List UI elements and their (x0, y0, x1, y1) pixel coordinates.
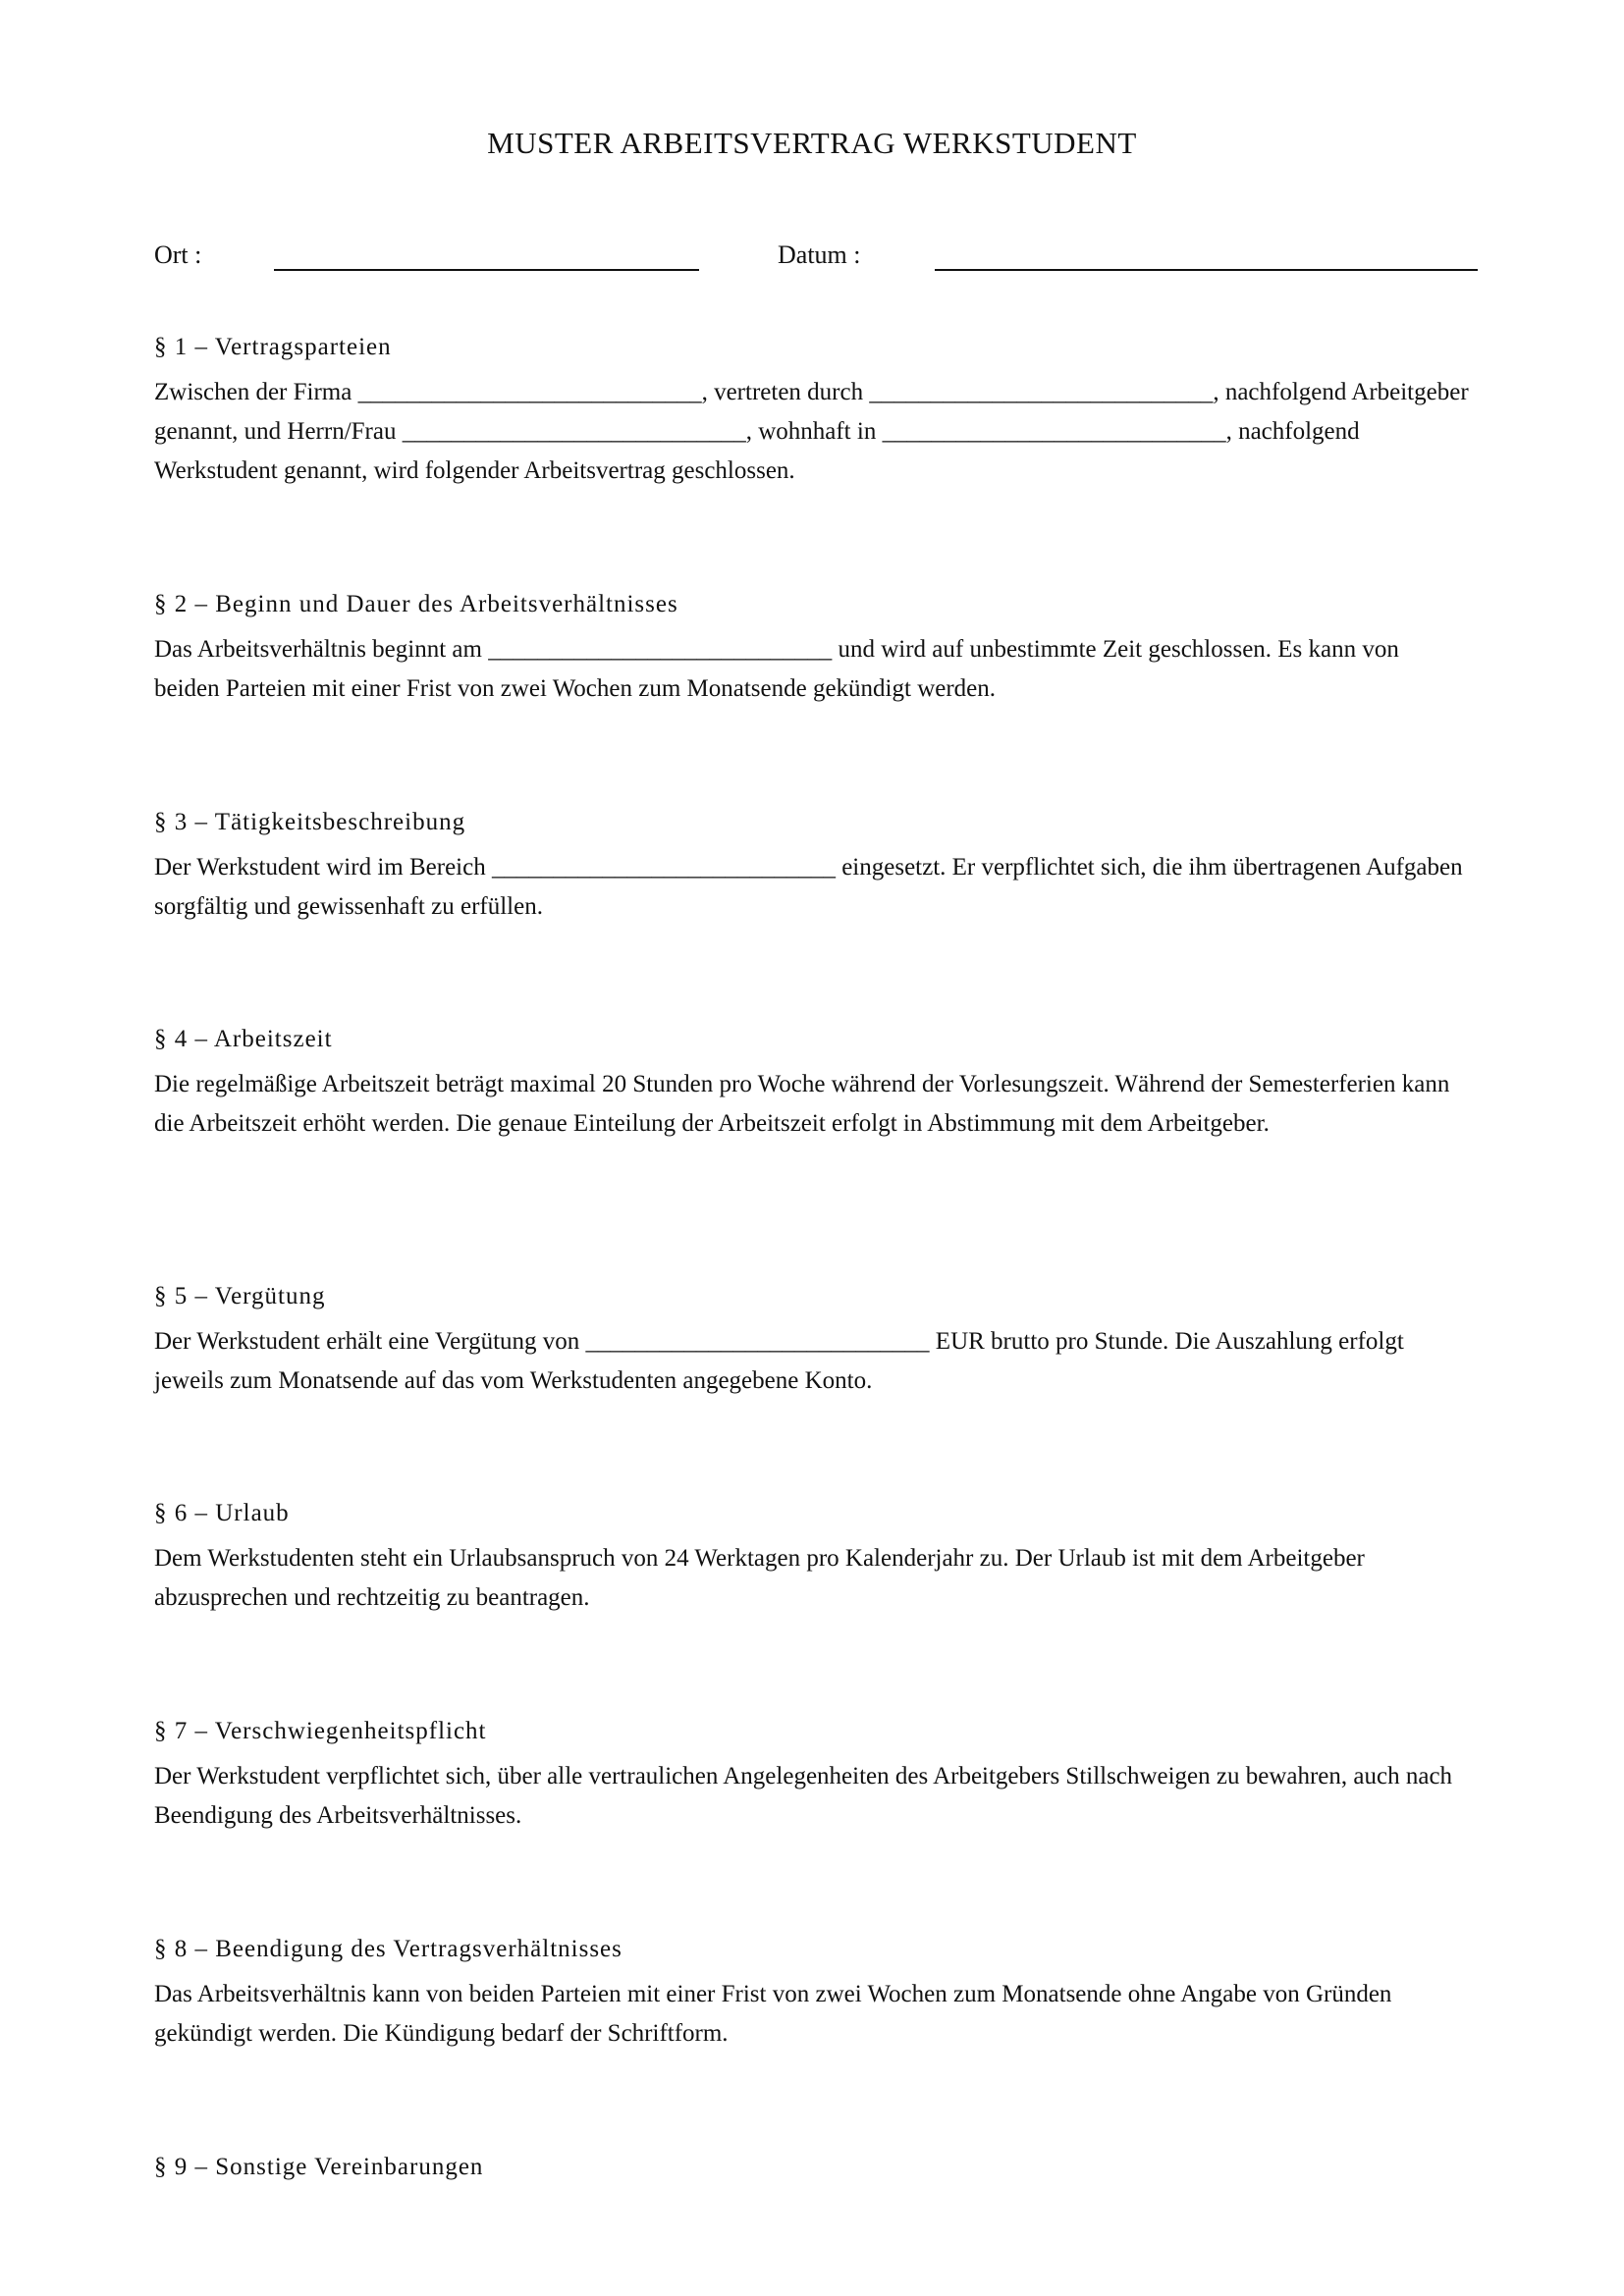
section-8-beendigung (154, 1932, 1470, 2054)
section-1-vertragsparteien (154, 330, 1475, 491)
section-heading: § 3 – Tätigkeitsbeschreibung (154, 809, 466, 835)
datum-label: Datum : (778, 240, 861, 269)
section-text: Die regelmäßige Arbeitszeit beträgt maximal 20 Stunden pro Woche während der Vorlesungszeit. Während der Semesterferien kann die Arbeitszeit erhöht werden. Die genaue Einteilung der Arbeitszeit erfolgt in Abstimmung mit dem Arbeitgeber. (154, 1071, 1456, 1137)
section-6-urlaub (154, 1496, 1470, 1618)
place-date-row (154, 236, 1480, 275)
section-heading: § 5 – Vergütung (154, 1283, 326, 1309)
section-text: Zwischen der Firma ____________________________, vertreten durch ____________________________, nachfolgend Arbeitgeber genannt, und Herrn/Frau ____________________________, wohnhaft in ____________________________, nachfolgend Werkstudent genannt, wird folgender Arbeitsvertrag geschlossen. (154, 379, 1475, 484)
section-heading: § 8 – Beendigung des Vertragsverhältnisses (154, 1936, 623, 1962)
section-2-beginn-dauer (154, 587, 1470, 709)
section-text: Der Werkstudent erhält eine Vergütung von ____________________________ EUR brutto pro Stunde. Die Auszahlung erfolgt jeweils zum Monatsende auf das vom Werkstudenten angegebene Konto. (154, 1328, 1411, 1394)
section-heading: § 9 – Sonstige Vereinbarungen (154, 2154, 484, 2180)
section-text: Das Arbeitsverhältnis beginnt am ____________________________ und wird auf unbestimmte Zeit geschlossen. Es kann von beiden Parteien mit einer Frist von zwei Wochen zum Monatsende gekündigt werden. (154, 636, 1406, 702)
section-text: Der Werkstudent wird im Bereich ____________________________ eingesetzt. Er verpflichtet sich, die ihm übertragenen Aufgaben sorgfältig und gewissenhaft zu erfüllen. (154, 854, 1469, 920)
document-title: MUSTER ARBEITSVERTRAG WERKSTUDENT (487, 126, 1137, 160)
section-text: Der Werkstudent verpflichtet sich, über alle vertraulichen Angelegenheiten des Arbeitgebers Stillschweigen zu bewahren, auch nach Beendigung des Arbeitsverhältnisses. (154, 1763, 1459, 1829)
ort-blank-line[interactable] (274, 269, 699, 271)
ort-label: Ort : (154, 240, 202, 269)
section-text: Das Arbeitsverhältnis kann von beiden Parteien mit einer Frist von zwei Wochen zum Monatsende ohne Angabe von Gründen gekündigt werden. Die Kündigung bedarf der Schriftform. (154, 1981, 1398, 2047)
section-heading: § 1 – Vertragsparteien (154, 334, 392, 360)
section-7-verschwiegenheit (154, 1714, 1470, 1836)
section-4-arbeitszeit (154, 1022, 1470, 1144)
section-heading: § 4 – Arbeitszeit (154, 1026, 333, 1052)
datum-blank-line[interactable] (935, 269, 1478, 271)
section-heading: § 2 – Beginn und Dauer des Arbeitsverhältnisses (154, 591, 678, 617)
section-5-verguetung (154, 1279, 1470, 1401)
section-heading: § 6 – Urlaub (154, 1500, 290, 1526)
section-3-taetigkeit (154, 805, 1470, 927)
section-text: Dem Werkstudenten steht ein Urlaubsanspruch von 24 Werktagen pro Kalenderjahr zu. Der Urlaub ist mit dem Arbeitgeber abzusprechen und rechtzeitig zu beantragen. (154, 1545, 1372, 1611)
section-9-sonstiges (154, 2150, 1470, 2193)
section-heading: § 7 – Verschwiegenheitspflicht (154, 1718, 487, 1744)
